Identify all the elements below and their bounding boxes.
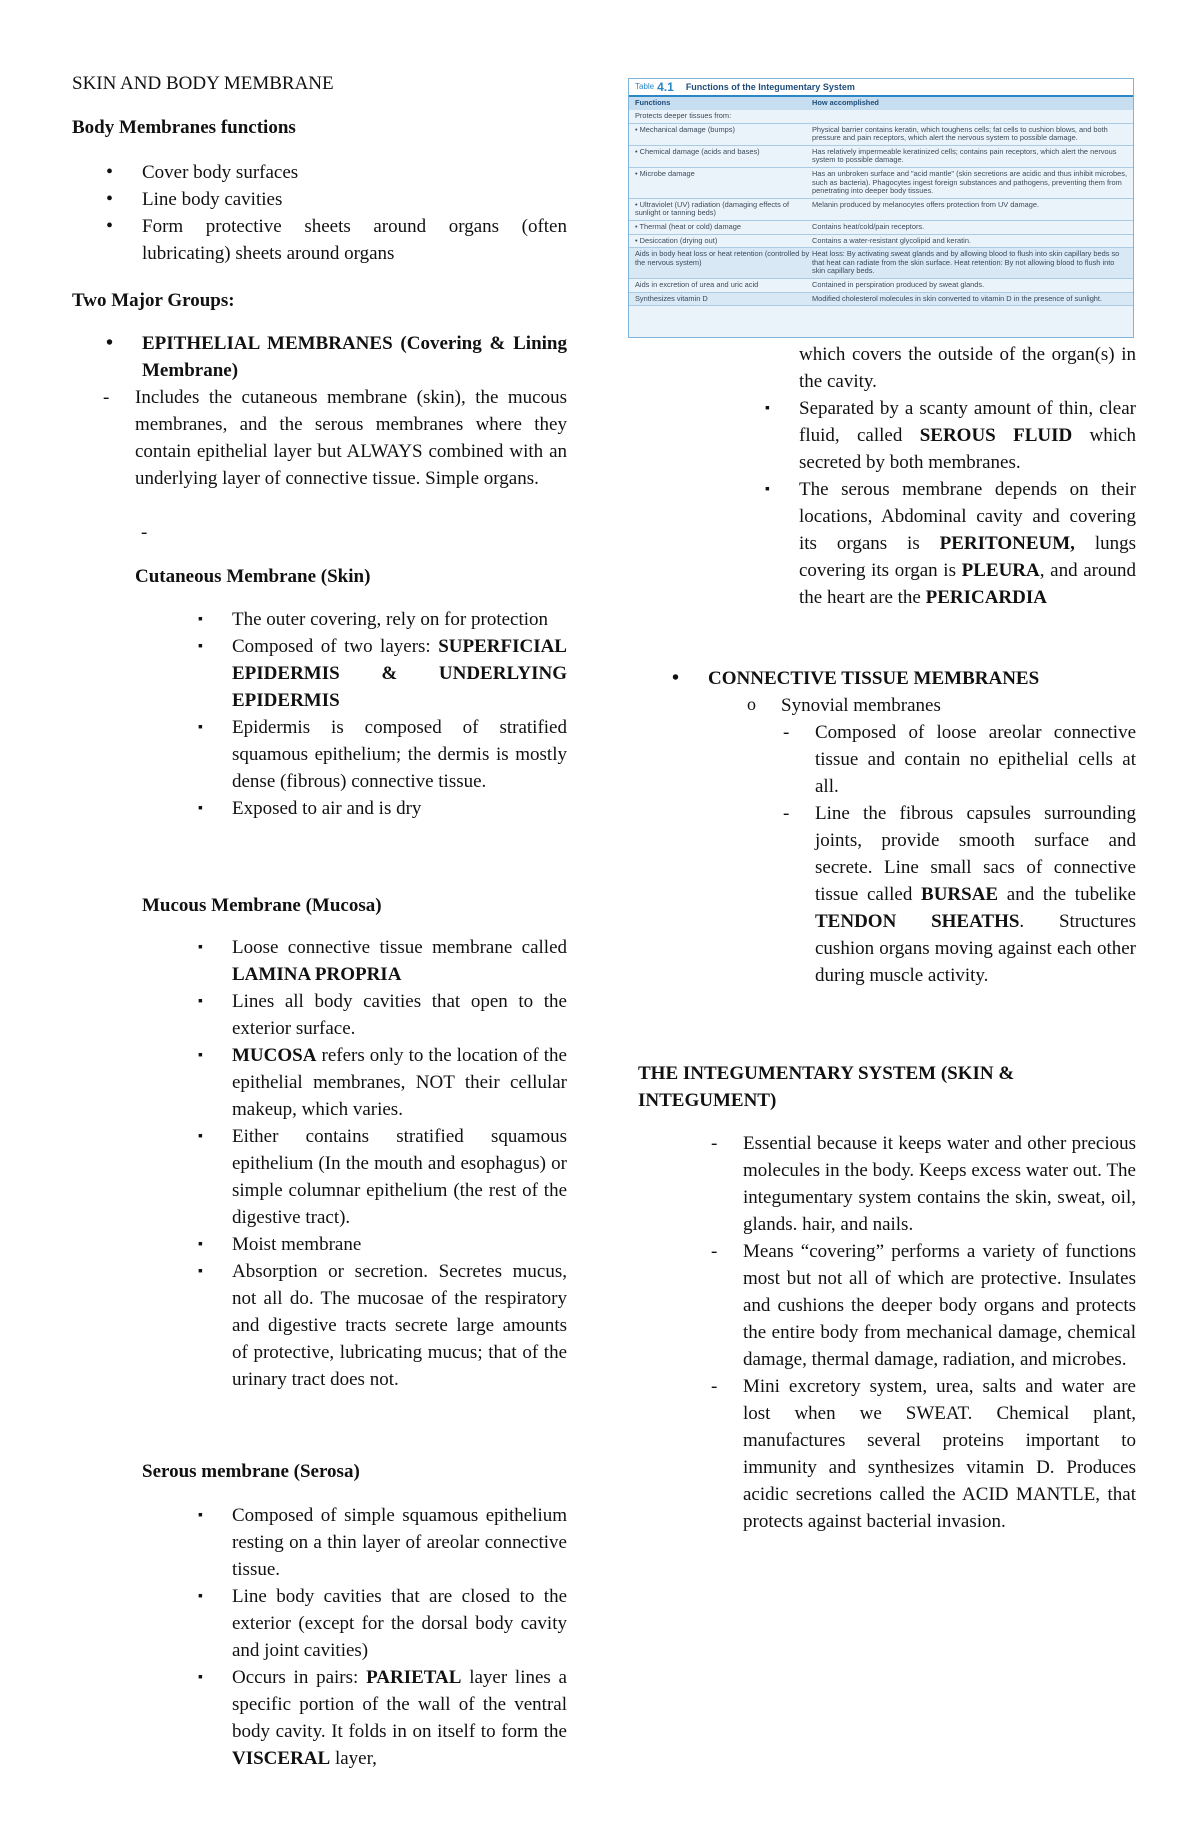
table-row: • Desiccation (drying out) Contains a water-resistant glycolipid and keratin. (629, 235, 1133, 249)
table-row: • Ultraviolet (UV) radiation (damaging effects of sunlight or tanning beds) Melanin produced by melanocytes offers protection from UV damage. (629, 199, 1133, 221)
table-row: Synthesizes vitamin D Modified cholesterol molecules in skin converted to vitamin D in the presence of sunlight. (629, 293, 1133, 307)
table-row: • Thermal (heat or cold) damage Contains heat/cold/pain receptors. (629, 221, 1133, 235)
table-header: Functions How accomplished (629, 97, 1133, 110)
table-row: • Microbe damage Has an unbroken surface and "acid mantle" (skin secretions are acidic and thus inhibit microbes, such as bacteria). Phagocytes ingest foreign substances and pathogens, preventing them from penetrating into deeper body tissues. (629, 168, 1133, 199)
list-item: ▪ Line body cavities that are closed to the exterior (except for the dorsal body cavity and joint cavities) (232, 1583, 567, 1664)
table-row: Aids in body heat loss or heat retention (controlled by the nervous system) Heat loss: By activating sweat glands and by allowing blood to flush into skin capillary beds so that heat can radiate from the skin surface. Heat retention: By not allowing blood to flush into skin capillary beds. (629, 248, 1133, 279)
table-row: • Chemical damage (acids and bases) Has relatively impermeable keratinized cells; contains pain receptors, which alert the nervous system to possible damage. (629, 146, 1133, 168)
table-row: Protects deeper tissues from: (629, 110, 1133, 124)
list-item: - Composed of loose areolar connective tissue and contain no epithelial cells at all. (815, 719, 1136, 800)
list-item: • Line body cavities (142, 186, 567, 213)
integumentary-heading: THE INTEGUMENTARY SYSTEM (SKIN & INTEGUMENT) (638, 1063, 1015, 1111)
list-item: ▪ Composed of two layers: SUPERFICIAL EPIDERMIS & UNDERLYING EPIDERMIS (232, 633, 567, 714)
page-title: SKIN AND BODY MEMBRANE (72, 73, 334, 94)
synovial-list (781, 692, 1136, 719)
table-row: • Mechanical damage (bumps) Physical barrier contains keratin, which toughens cells; fat cells to cushion blows, and both pressure and pain receptors, which alert the nervous system to possible damage. (629, 124, 1133, 146)
mucous-heading: Mucous Membrane (Mucosa) (142, 895, 382, 916)
connective-list (708, 665, 1136, 692)
epithelial-heading: • EPITHELIAL MEMBRANES (Covering & Lining Membrane) (142, 330, 567, 384)
epithelial-desc (135, 384, 567, 492)
serous-list (232, 1502, 567, 1772)
list-item: - Line the fibrous capsules surrounding joints, provide smooth surface and secrete. Line small sacs of connective tissue called BURSAE and the tubelike TENDON SHEATHS. Structures cushion organs moving against each other during muscle activity. (815, 800, 1136, 989)
table-caption: Table 4.1 Functions of the Integumentary System (629, 79, 1133, 97)
list-item: ▪ Either contains stratified squamous epithelium (In the mouth and esophagus) or simple columnar epithelium (the rest of the digestive tract). (232, 1123, 567, 1231)
list-item: ▪ Epidermis is composed of stratified squamous epithelium; the dermis is mostly dense (fibrous) connective tissue. (232, 714, 567, 795)
functions-list (142, 159, 567, 267)
epithelial-text: - Includes the cutaneous membrane (skin), the mucous membranes, and the serous membranes where they contain epithelial layer but ALWAYS combined with an underlying layer of connective tissue. Simple organs. (135, 384, 567, 492)
mucous-list (232, 934, 567, 1393)
cutaneous-heading: Cutaneous Membrane (Skin) (135, 566, 371, 587)
list-item: - Means “covering” performs a variety of functions most but not all of which are protective. Insulates and cushions the deeper body organs and protects the entire body from mechanical damage, chemical damage, thermal damage, radiation, and microbes. (743, 1238, 1136, 1373)
cutaneous-list (232, 606, 567, 822)
serous-continuation: which covers the outside of the organ(s) in the cavity. (799, 344, 1136, 392)
list-item: ▪ Exposed to air and is dry (232, 795, 567, 822)
list-item: ▪ Separated by a scanty amount of thin, clear fluid, called SEROUS FLUID which secreted by both membranes. (799, 395, 1136, 476)
list-item: ▪ Composed of simple squamous epithelium resting on a thin layer of areolar connective tissue. (232, 1502, 567, 1583)
list-item: ▪ Lines all body cavities that open to the exterior surface. (232, 988, 567, 1042)
list-item: - Essential because it keeps water and other precious molecules in the body. Keeps excess water out. The integumentary system contains the skin, sweat, oil, glands. hair, and nails. (743, 1130, 1136, 1238)
synovial-items (815, 719, 1136, 989)
epithelial-list (142, 330, 567, 384)
list-item: ▪ The serous membrane depends on their locations, Abdominal cavity and covering its organs is PERITONEUM, lungs covering its organ is PLEURA, and around the heart are the PERICARDIA (799, 476, 1136, 611)
integumentary-list (743, 1130, 1136, 1535)
functions-heading: Body Membranes functions (72, 117, 296, 138)
table-row: Aids in excretion of urea and uric acid Contained in perspiration produced by sweat glands. (629, 279, 1133, 293)
list-item: • Cover body surfaces (142, 159, 567, 186)
synovial-heading: o Synovial membranes (781, 692, 1136, 719)
functions-table-image (628, 78, 1134, 338)
empty-dash: - (141, 522, 148, 543)
list-item: ▪ Loose connective tissue membrane called LAMINA PROPRIA (232, 934, 567, 988)
list-item: • Form protective sheets around organs (often lubricating) sheets around organs (142, 213, 567, 267)
serous-heading: Serous membrane (Serosa) (142, 1461, 360, 1482)
list-item: ▪ MUCOSA refers only to the location of the epithelial membranes, NOT their cellular makeup, which varies. (232, 1042, 567, 1123)
list-item: ▪ The outer covering, rely on for protection (232, 606, 567, 633)
list-item: ▪ Moist membrane (232, 1231, 567, 1258)
list-item: ▪ Occurs in pairs: PARIETAL layer lines a specific portion of the wall of the ventral body cavity. It folds in on itself to form the VISCERAL layer, (232, 1664, 567, 1772)
list-item: - Mini excretory system, urea, salts and water are lost when we SWEAT. Chemical plant, manufactures several proteins important to immunity and synthesizes vitamin D. Produces acidic secretions called the ACID MANTLE, that protects against bacterial invasion. (743, 1373, 1136, 1535)
groups-heading: Two Major Groups: (72, 290, 235, 311)
list-item: ▪ Absorption or secretion. Secretes mucus, not all do. The mucosae of the respiratory and digestive tracts secrete large amounts of protective, lubricating mucus; that of the urinary tract does not. (232, 1258, 567, 1393)
serous-list-cont (799, 395, 1136, 611)
connective-heading: • CONNECTIVE TISSUE MEMBRANES (708, 665, 1136, 692)
